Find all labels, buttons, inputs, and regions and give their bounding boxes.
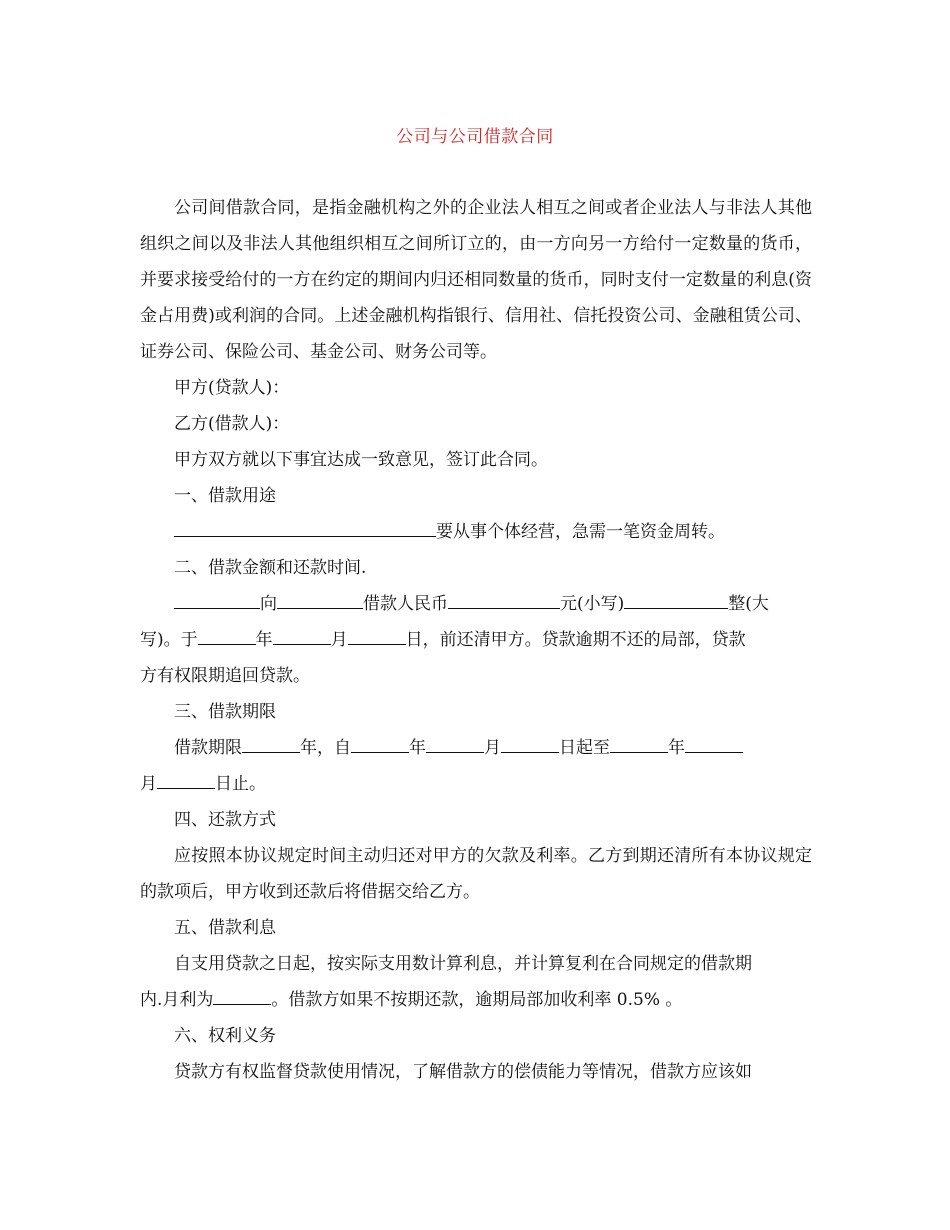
- section-4-heading: 四、还款方式: [174, 810, 276, 830]
- blank-field: [157, 774, 215, 789]
- blank-field: [624, 594, 728, 609]
- text-fragment: 年，自: [300, 738, 351, 758]
- blank-field: [348, 630, 406, 645]
- text-fragment: 年: [409, 738, 426, 758]
- section-5-line-1: 自支用贷款之日起，按实际支用数计算利息，并计算复利在合同规定的借款期: [174, 954, 752, 974]
- agreement-line: 甲方双方就以下事宜达成一致意见，签订此合同。: [174, 450, 548, 470]
- blank-field: [242, 738, 300, 753]
- blank-field: [426, 738, 484, 753]
- text-fragment: 整(大: [728, 594, 769, 614]
- text-fragment: 年: [255, 630, 273, 650]
- text-fragment: 月: [140, 774, 157, 794]
- blank-field: [213, 990, 271, 1005]
- party-a-line: 甲方(贷款人)：: [174, 378, 290, 398]
- blank-field: [273, 630, 331, 645]
- text-fragment: 。借款方如果不按期还款，逾期局部加收利率 0.5% 。: [271, 990, 683, 1010]
- section-3-line-1: [140, 730, 812, 766]
- text-fragment: 借款期限: [174, 738, 242, 758]
- text-fragment: 内.月利为: [140, 990, 214, 1010]
- blank-field: [351, 738, 409, 753]
- section-2-line-2: [140, 622, 812, 658]
- section-1-heading: 一、借款用途: [174, 486, 276, 506]
- text-fragment: 年: [668, 738, 685, 758]
- section-6-heading: 六、权利义务: [174, 1026, 276, 1046]
- section-2-line-1: [140, 586, 812, 622]
- section-4-text: 应按照本协议规定时间主动归还对甲方的欠款及利率。乙方到期还清所有本协议规定的款项后，甲方收到还款后将借据交给乙方。: [140, 846, 812, 902]
- blank-field: [198, 630, 256, 645]
- text-fragment: 写)。于: [140, 630, 198, 650]
- intro-paragraph: 公司间借款合同，是指金融机构之外的企业法人相互之间或者企业法人与非法人其他组织之间以及非法人其他组织相互之间所订立的，由一方向另一方给付一定数量的货币，并要求接受给付的一方在约定的期间内归还相同数量的货币，同时支付一定数量的利息(资金占用费)或利润的合同。上述金融机构指银行、信用社、信托投资公司、金融租赁公司、证券公司、保险公司、基金公司、财务公司等。: [140, 198, 812, 362]
- blank-field: [277, 594, 363, 609]
- section-1-text-content: 要从事个体经营，急需一笔资金周转。: [436, 522, 725, 542]
- section-2-heading: 二、借款金额和还款时间.: [174, 558, 367, 578]
- blank-field: [448, 594, 560, 609]
- text-fragment: 日起至: [559, 738, 610, 758]
- text-fragment: 日，前还清甲方。贷款逾期不还的局部，贷款: [405, 630, 746, 650]
- text-fragment: 元(小写): [560, 594, 625, 614]
- section-2-line-3: 方有权限期追回贷款。: [140, 666, 310, 686]
- document-body: [140, 190, 812, 1090]
- section-1-text: [140, 514, 812, 550]
- section-3-heading: 三、借款期限: [174, 702, 276, 722]
- blank-field: [501, 738, 559, 753]
- section-3-line-2: [140, 766, 812, 802]
- text-fragment: 日止。: [215, 774, 266, 794]
- section-5-line-2: [140, 982, 812, 1018]
- blank-field: [174, 594, 260, 609]
- section-6-text: 贷款方有权监督贷款使用情况，了解借款方的偿债能力等情况，借款方应该如: [174, 1062, 752, 1082]
- party-b-line: 乙方(借款人)：: [174, 414, 290, 434]
- text-fragment: 借款人民币: [363, 594, 448, 614]
- blank-field: [685, 738, 743, 753]
- document-title: 公司与公司借款合同: [396, 127, 554, 147]
- section-5-heading: 五、借款利息: [174, 918, 276, 938]
- blank-field: [174, 522, 436, 537]
- text-fragment: 月: [330, 630, 348, 650]
- blank-field: [610, 738, 668, 753]
- text-fragment: 向: [260, 594, 277, 614]
- text-fragment: 月: [484, 738, 501, 758]
